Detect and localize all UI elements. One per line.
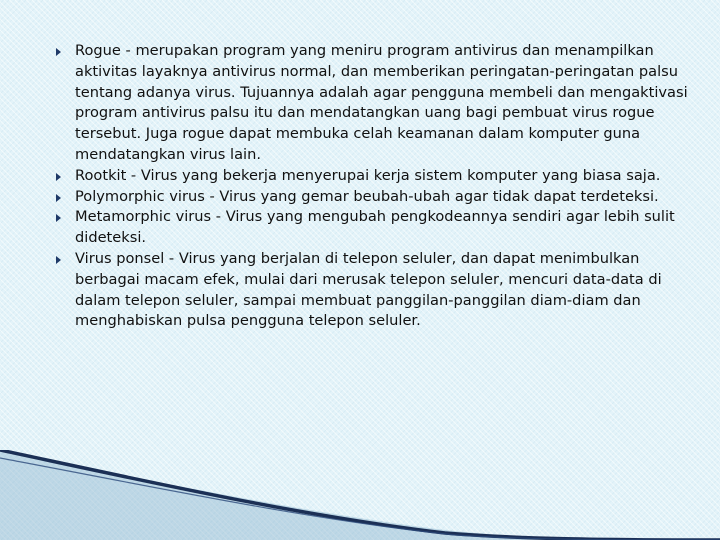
- swoosh-thin-stroke: [0, 458, 720, 540]
- bullet-item-rogue: [54, 41, 694, 166]
- bullet-text-rogue: Rogue - merupakan program yang meniru program antivirus dan menampilkan aktivitas layaknya antivirus normal, dan memberikan peringatan-peringatan palsu tentang adanya virus. Tujuannya adalah agar pengguna membeli dan mengaktivasi program antivirus palsu itu dan mendatangkan uang bagi pembuat virus rogue tersebut. Juga rogue dapat membuka celah keamanan dalam komputer guna mendatangkan virus lain.: [75, 42, 688, 163]
- swoosh-light-band: [0, 452, 720, 540]
- bullet-item-polymorphic: [54, 187, 694, 208]
- triangle-bullet-icon: [56, 48, 61, 56]
- bullet-text-virus-ponsel: Virus ponsel - Virus yang berjalan di telepon seluler, dan dapat menimbulkan berbagai macam efek, mulai dari merusak telepon seluler, mencuri data-data di dalam telepon seluler, sampai membuat panggilan-panggilan diam-diam dan menghabiskan pulsa pengguna telepon seluler.: [75, 249, 662, 330]
- swoosh-dark-stroke: [0, 450, 720, 540]
- bullet-item-metamorphic: [54, 207, 694, 249]
- triangle-bullet-icon: [56, 256, 61, 264]
- triangle-bullet-icon: [56, 194, 61, 202]
- bullet-text-polymorphic: Polymorphic virus - Virus yang gemar beubah-ubah agar tidak dapat terdeteksi.: [75, 187, 659, 205]
- triangle-bullet-icon: [56, 214, 61, 222]
- bullet-text-rootkit: Rootkit - Virus yang bekerja menyerupai kerja sistem komputer yang biasa saja.: [75, 166, 661, 184]
- bullet-item-rootkit: [54, 166, 694, 187]
- bullet-text-metamorphic: Metamorphic virus - Virus yang mengubah pengkodeannya sendiri agar lebih sulit dideteksi.: [75, 208, 675, 247]
- triangle-bullet-icon: [56, 173, 61, 181]
- bullet-item-virus-ponsel: [54, 249, 694, 332]
- bullet-list: [54, 41, 694, 332]
- bottom-swoosh-decoration: [0, 450, 720, 540]
- slide-content: [54, 41, 694, 332]
